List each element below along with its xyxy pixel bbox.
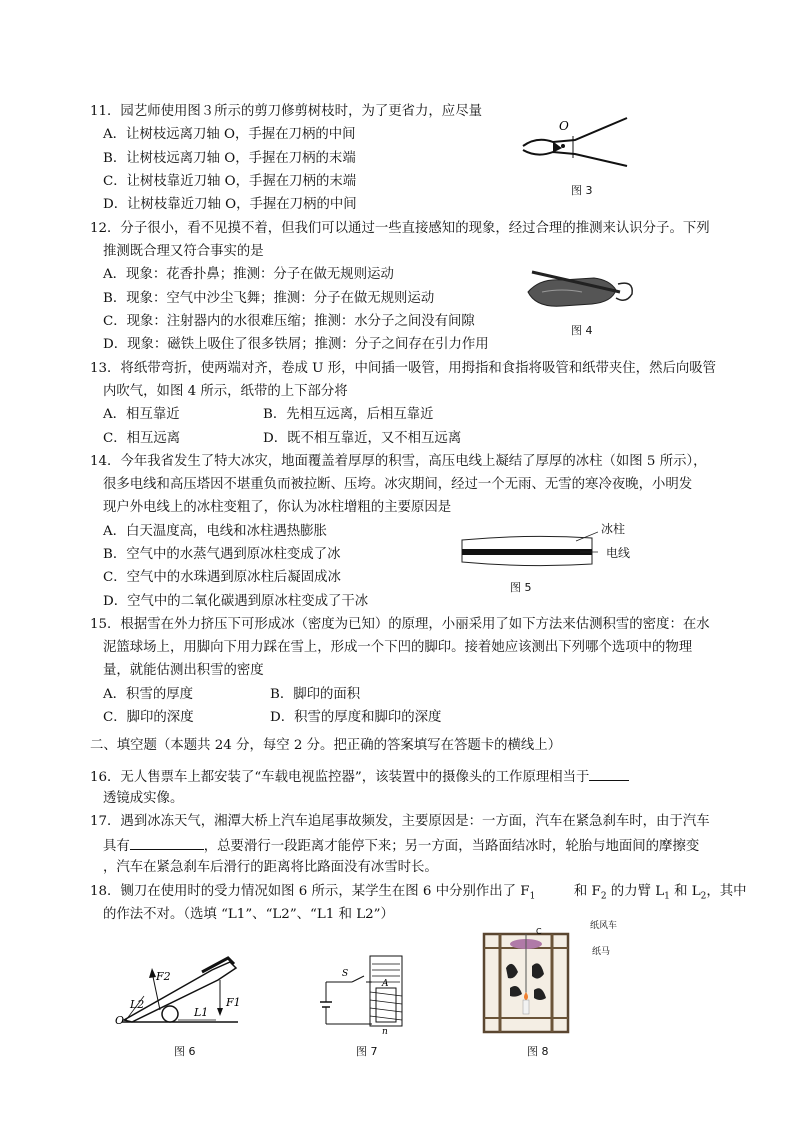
q18-text-5: ，其中 — [706, 884, 747, 899]
fig5-ice-wire — [458, 528, 598, 574]
q13-stem-line2: 内吹气，如图 4 所示，纸带的上下部分将 — [103, 384, 348, 399]
q14-option-c[interactable]: C．空气中的水珠遇到原冰柱后凝固成冰 — [103, 570, 341, 585]
q12-option-b[interactable]: B．现象：空气中沙尘飞舞；推测：分子在做无规则运动 — [103, 291, 435, 306]
fig4-hand-straw — [522, 262, 642, 318]
q18-text-1: 18．铡刀在使用时的受力情况如图 6 所示，某学生在图 6 中分别作出了 F — [90, 884, 530, 899]
q18-sub-3: 1 — [664, 891, 670, 902]
q15-option-d[interactable]: D．积雪的厚度和脚印的深度 — [270, 710, 442, 725]
fig8-caption: 图 8 — [527, 1045, 549, 1058]
q11-stem: 11．园艺师使用图３所示的剪刀修剪树枝时，为了更省力，应尽量 — [90, 104, 482, 119]
fig5-caption: 图 5 — [510, 581, 532, 594]
q14-stem-line3: 现户外电线上的冰柱变粗了，你认为冰柱增粗的主要原因是 — [103, 500, 452, 515]
fig7-label-n: n — [382, 1027, 388, 1036]
fig8-label-horse: 纸马 — [592, 947, 611, 957]
q14-stem-line1: 14．今年我省发生了特大冰灾，地面覆盖着厚厚的积雪，高压电线上凝结了厚厚的冰柱（如图 5 所示）， — [90, 454, 707, 469]
fig6-guillotine — [112, 950, 242, 1032]
q17-line1: 17．遇到冰冻天气，湘潭大桥上汽车追尾事故频发，主要原因是：一方面，汽车在紧急刹车时，由于汽车 — [90, 814, 710, 829]
q12-stem-line1: 12．分子很小，看不见摸不着，但我们可以通过一些直接感知的现象，经过合理的推测来认识分子。下列 — [90, 221, 710, 236]
q17-line3 — [103, 860, 438, 876]
q18-text-4: 和 L — [669, 884, 701, 899]
q13-stem-line1: 13．将纸带弯折，使两端对齐，卷成 U 形，中间插一吸管，用拇指和食指将吸管和纸带夹住，然后向吸管 — [90, 361, 717, 376]
fig6-label-f2: F2 — [156, 970, 171, 983]
section2-heading: 二、填空题（本题共 24 分，每空 2 分。把正确的答案填写在答题卡的横线上） — [90, 738, 562, 753]
fig7-circuit — [312, 952, 412, 1036]
q14-stem-line2: 很多电线和高压塔因不堪重负而被拉断、压垮。冰灾期间，经过一个无雨、无雪的寒冷夜晚，小明发 — [103, 477, 693, 492]
q14-option-a[interactable]: A．白天温度高，电线和冰柱遇热膨胀 — [103, 524, 327, 539]
q18-text-3: 的力臂 L — [606, 884, 665, 899]
q18-text-2: 和 F — [573, 884, 601, 899]
fig6-label-o: O — [115, 1014, 125, 1027]
q11-option-c[interactable]: C．让树枝靠近刀轴 O，手握在刀柄的末端 — [103, 174, 357, 189]
q17-text-c: ，汽车在紧急刹车后滑行的距离将比路面没有冰雪时长。 — [103, 860, 438, 875]
q16-line1 — [90, 768, 629, 786]
fig6-caption: 图 6 — [174, 1045, 196, 1058]
q16-line2: 透镜成实像。 — [103, 791, 184, 806]
q12-stem-line2: 推测既合理又符合事实的是 — [103, 244, 264, 259]
q13-option-d[interactable]: D．既不相互靠近，又不相互远离 — [263, 431, 462, 446]
fig4-caption: 图 4 — [571, 324, 593, 337]
fig6-label-f1: F1 — [226, 996, 241, 1009]
fig3-label-o: O — [559, 119, 569, 133]
q12-option-d[interactable]: D．现象：磁铁上吸住了很多铁屑；推测：分子之间存在引力作用 — [103, 337, 489, 352]
fig8-label-windmill: 纸风车 — [590, 921, 618, 931]
q15-stem-line2: 泥篮球场上，用脚向下用力踩在雪上，形成一个下凹的脚印。接着她应该测出下列哪个选项中的物理 — [103, 640, 693, 655]
q18-sub-4: 2 — [700, 891, 707, 902]
q18-line2: 的作法不对。（选填 “L1”、“L2”、“L1 和 L2”） — [103, 907, 394, 922]
fig7-caption: 图 7 — [356, 1045, 378, 1058]
q16-answer-blank[interactable] — [589, 768, 629, 781]
q15-stem-line1: 15．根据雪在外力挤压下可形成冰（密度为已知）的原理，小丽采用了如下方法来估测积雪的密度：在水 — [90, 617, 710, 632]
q11-option-b[interactable]: B．让树枝远离刀轴 O，手握在刀柄的末端 — [103, 151, 356, 166]
q15-option-c[interactable]: C．脚印的深度 — [103, 710, 194, 725]
fig5-label-wire: 电线 — [606, 546, 631, 560]
fig5-label-ice: 冰柱 — [601, 522, 626, 536]
fig3-caption: 图 3 — [571, 184, 593, 197]
q16-text: 16．无人售票车上都安装了“车载电视监控器”，该装置中的摄像头的工作原理相当于 — [90, 770, 590, 785]
q17-line2 — [103, 837, 699, 855]
fig3-scissors — [515, 108, 635, 188]
q11-option-a[interactable]: A．让树枝远离刀轴 O，手握在刀柄的中间 — [103, 127, 356, 142]
q17-text-a: 具有 — [103, 839, 130, 854]
q15-option-a[interactable]: A．积雪的厚度 — [103, 687, 194, 702]
q15-stem-line3: 量，就能估测出积雪的密度 — [103, 663, 264, 678]
q12-option-a[interactable]: A．现象：花香扑鼻；推测：分子在做无规则运动 — [103, 267, 394, 282]
q18-sub-1: 1 — [529, 891, 536, 902]
q18-sub-2: 2 — [600, 891, 607, 902]
fig6-label-l1: L1 — [194, 1006, 209, 1019]
q17-text-b: ，总要滑行一段距离才能停下来；另一方面，当路面结冰时，轮胎与地面间的摩擦变 — [203, 839, 700, 854]
q14-option-b[interactable]: B．空气中的水蒸气遇到原冰柱变成了冰 — [103, 547, 341, 562]
fig8-label-c: C — [536, 928, 542, 936]
fig7-label-s: S — [342, 969, 349, 979]
q11-option-d[interactable]: D．让树枝靠近刀轴 O，手握在刀柄的中间 — [103, 197, 357, 212]
fig8-lantern — [478, 928, 574, 1038]
q13-option-b[interactable]: B．先相互远离，后相互靠近 — [263, 407, 434, 422]
q14-option-d[interactable]: D．空气中的二氧化碳遇到原冰柱变成了干冰 — [103, 594, 369, 609]
q17-answer-blank-1[interactable] — [130, 837, 204, 850]
fig7-label-a: A — [382, 979, 389, 989]
q15-option-b[interactable]: B．脚印的面积 — [270, 687, 361, 702]
fig6-label-l2: L2 — [130, 998, 145, 1011]
q12-option-c[interactable]: C．现象：注射器内的水很难压缩；推测：水分子之间没有间隙 — [103, 314, 475, 329]
q18-line1 — [90, 884, 747, 905]
q13-option-c[interactable]: C．相互远离 — [103, 431, 181, 446]
q13-option-a[interactable]: A．相互靠近 — [103, 407, 180, 422]
